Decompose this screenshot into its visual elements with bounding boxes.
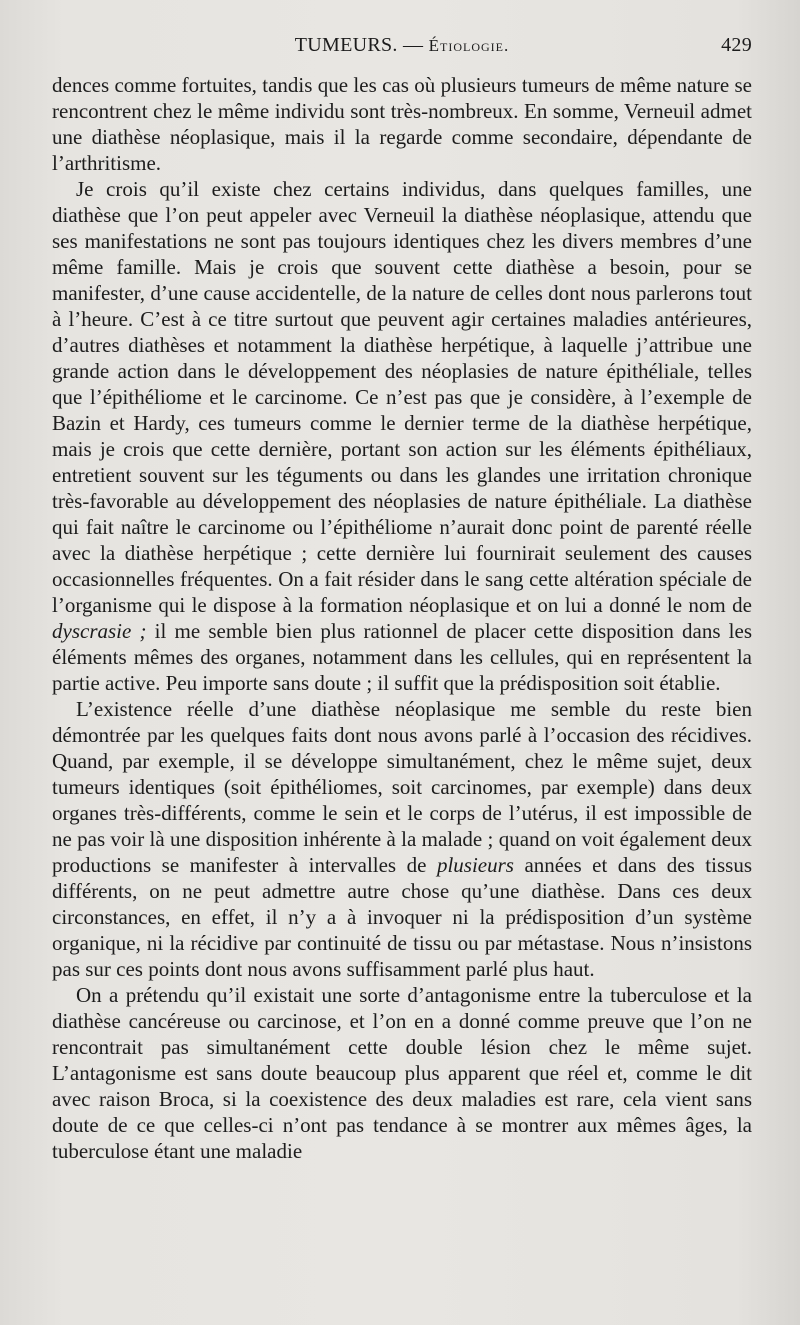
paragraph-text: dences comme fortuites, tandis que les cas où plusieurs tumeurs de même nature se rencontrent chez le même individu sont très-nombreux. En somme, Verneuil admet une diathèse néoplasique, mais il la regarde comme secondaire, dépendante de l’arthritisme. (52, 73, 752, 175)
page-header (52, 34, 752, 64)
paragraph-antagonisme (52, 982, 752, 1164)
paragraph-text: années et dans des tissus différents, on ne peut admettre autre chose qu’une diathèse. Dans ces deux circonstances, en effet, il n’y a à invoquer ni la prédisposition d’un système organique, ni la récidive par continuité de tissu ou par métastase. Nous n’insistons pas sur ces points dont nous avons suffisamment parlé plus haut. (52, 853, 752, 981)
italic-term: plusieurs (436, 853, 514, 877)
paragraph-text: L’existence réelle d’une diathèse néoplasique me semble du reste bien démontrée par les quelques faits dont nous avons parlé à l’occasion des récidives. Quand, par exemple, il se développe simultanément, chez le même sujet, deux tumeurs identiques (soit épithéliomes, soit carcinomes, par exemple) dans deux organes très-différents, comme le sein et le corps de l’utérus, il est impossible de ne pas voir là une disposition inhérente à la malade ; quand on voit également deux productions se manifester à intervalles de (52, 697, 752, 877)
paragraph-text: Je crois qu’il existe chez certains individus, dans quelques familles, une diathèse que l’on peut appeler avec Verneuil la diathèse néoplasique, attendu que ses manifestations ne sont pas toujours identiques chez les divers membres d’une même famille. Mais je crois que souvent cette diathèse a besoin, pour se manifester, d’une cause accidentelle, de la nature de celles dont nous parlerons tout à l’heure. C’est à ce titre surtout que peuvent agir certaines maladies antérieures, d’autres diathèses et notamment la diathèse herpétique, à laquelle j’attribue une grande action dans le développement des néoplasies de nature épithéliale, telles que l’épithéliome et le carcinome. Ce n’est pas que je considère, à l’exemple de Bazin et Hardy, ces tumeurs comme le dernier terme de la diathèse herpétique, mais je crois que cette dernière, portant son action sur les éléments épithéliaux, entretient souvent sur les téguments ou dans les glandes une irritation chronique très-favorable au développement des néoplasies de nature épithéliale. La diathèse qui fait naître le carcinome ou l’épithéliome n’aurait donc point de parenté réelle avec la diathèse herpétique ; cette dernière lui fournirait seulement des causes occasionnelles fréquentes. On a fait résider dans le sang cette altération spéciale de l’organisme qui le dispose à la formation néoplasique et on lui a donné le nom de (52, 177, 752, 617)
paragraph-existence-reelle (52, 696, 752, 982)
header-separator: — (397, 34, 429, 56)
paragraph-continuation (52, 72, 752, 176)
paragraph-diathese-neoplasique (52, 176, 752, 696)
running-title: TUMEURS. (294, 34, 398, 56)
italic-term: dyscrasie ; (52, 619, 147, 643)
page-number: 429 (721, 34, 752, 56)
paragraph-text: il me semble bien plus rationnel de placer cette disposition dans les éléments mêmes des organes, notamment dans les cellules, qui en représentent la partie active. Peu importe sans doute ; il suffit que la prédisposition soit établie. (52, 619, 753, 695)
paragraph-text: On a prétendu qu’il existait une sorte d’antagonisme entre la tuberculose et la diathèse cancéreuse ou carcinose, et l’on en a donné comme preuve que l’on ne rencontrait pas simultanément cette double lésion chez le même sujet. L’antagonisme est sans doute beaucoup plus apparent que réel et, comme le dit avec raison Broca, si la coexistence des deux maladies est rare, cela vient sans doute de ce que celles-ci n’ont pas tendance à se montrer aux mêmes âges, la tuberculose étant une maladie (52, 983, 752, 1163)
body-text (52, 72, 752, 1164)
section-title: Étiologie. (428, 36, 510, 55)
running-head (52, 34, 752, 57)
